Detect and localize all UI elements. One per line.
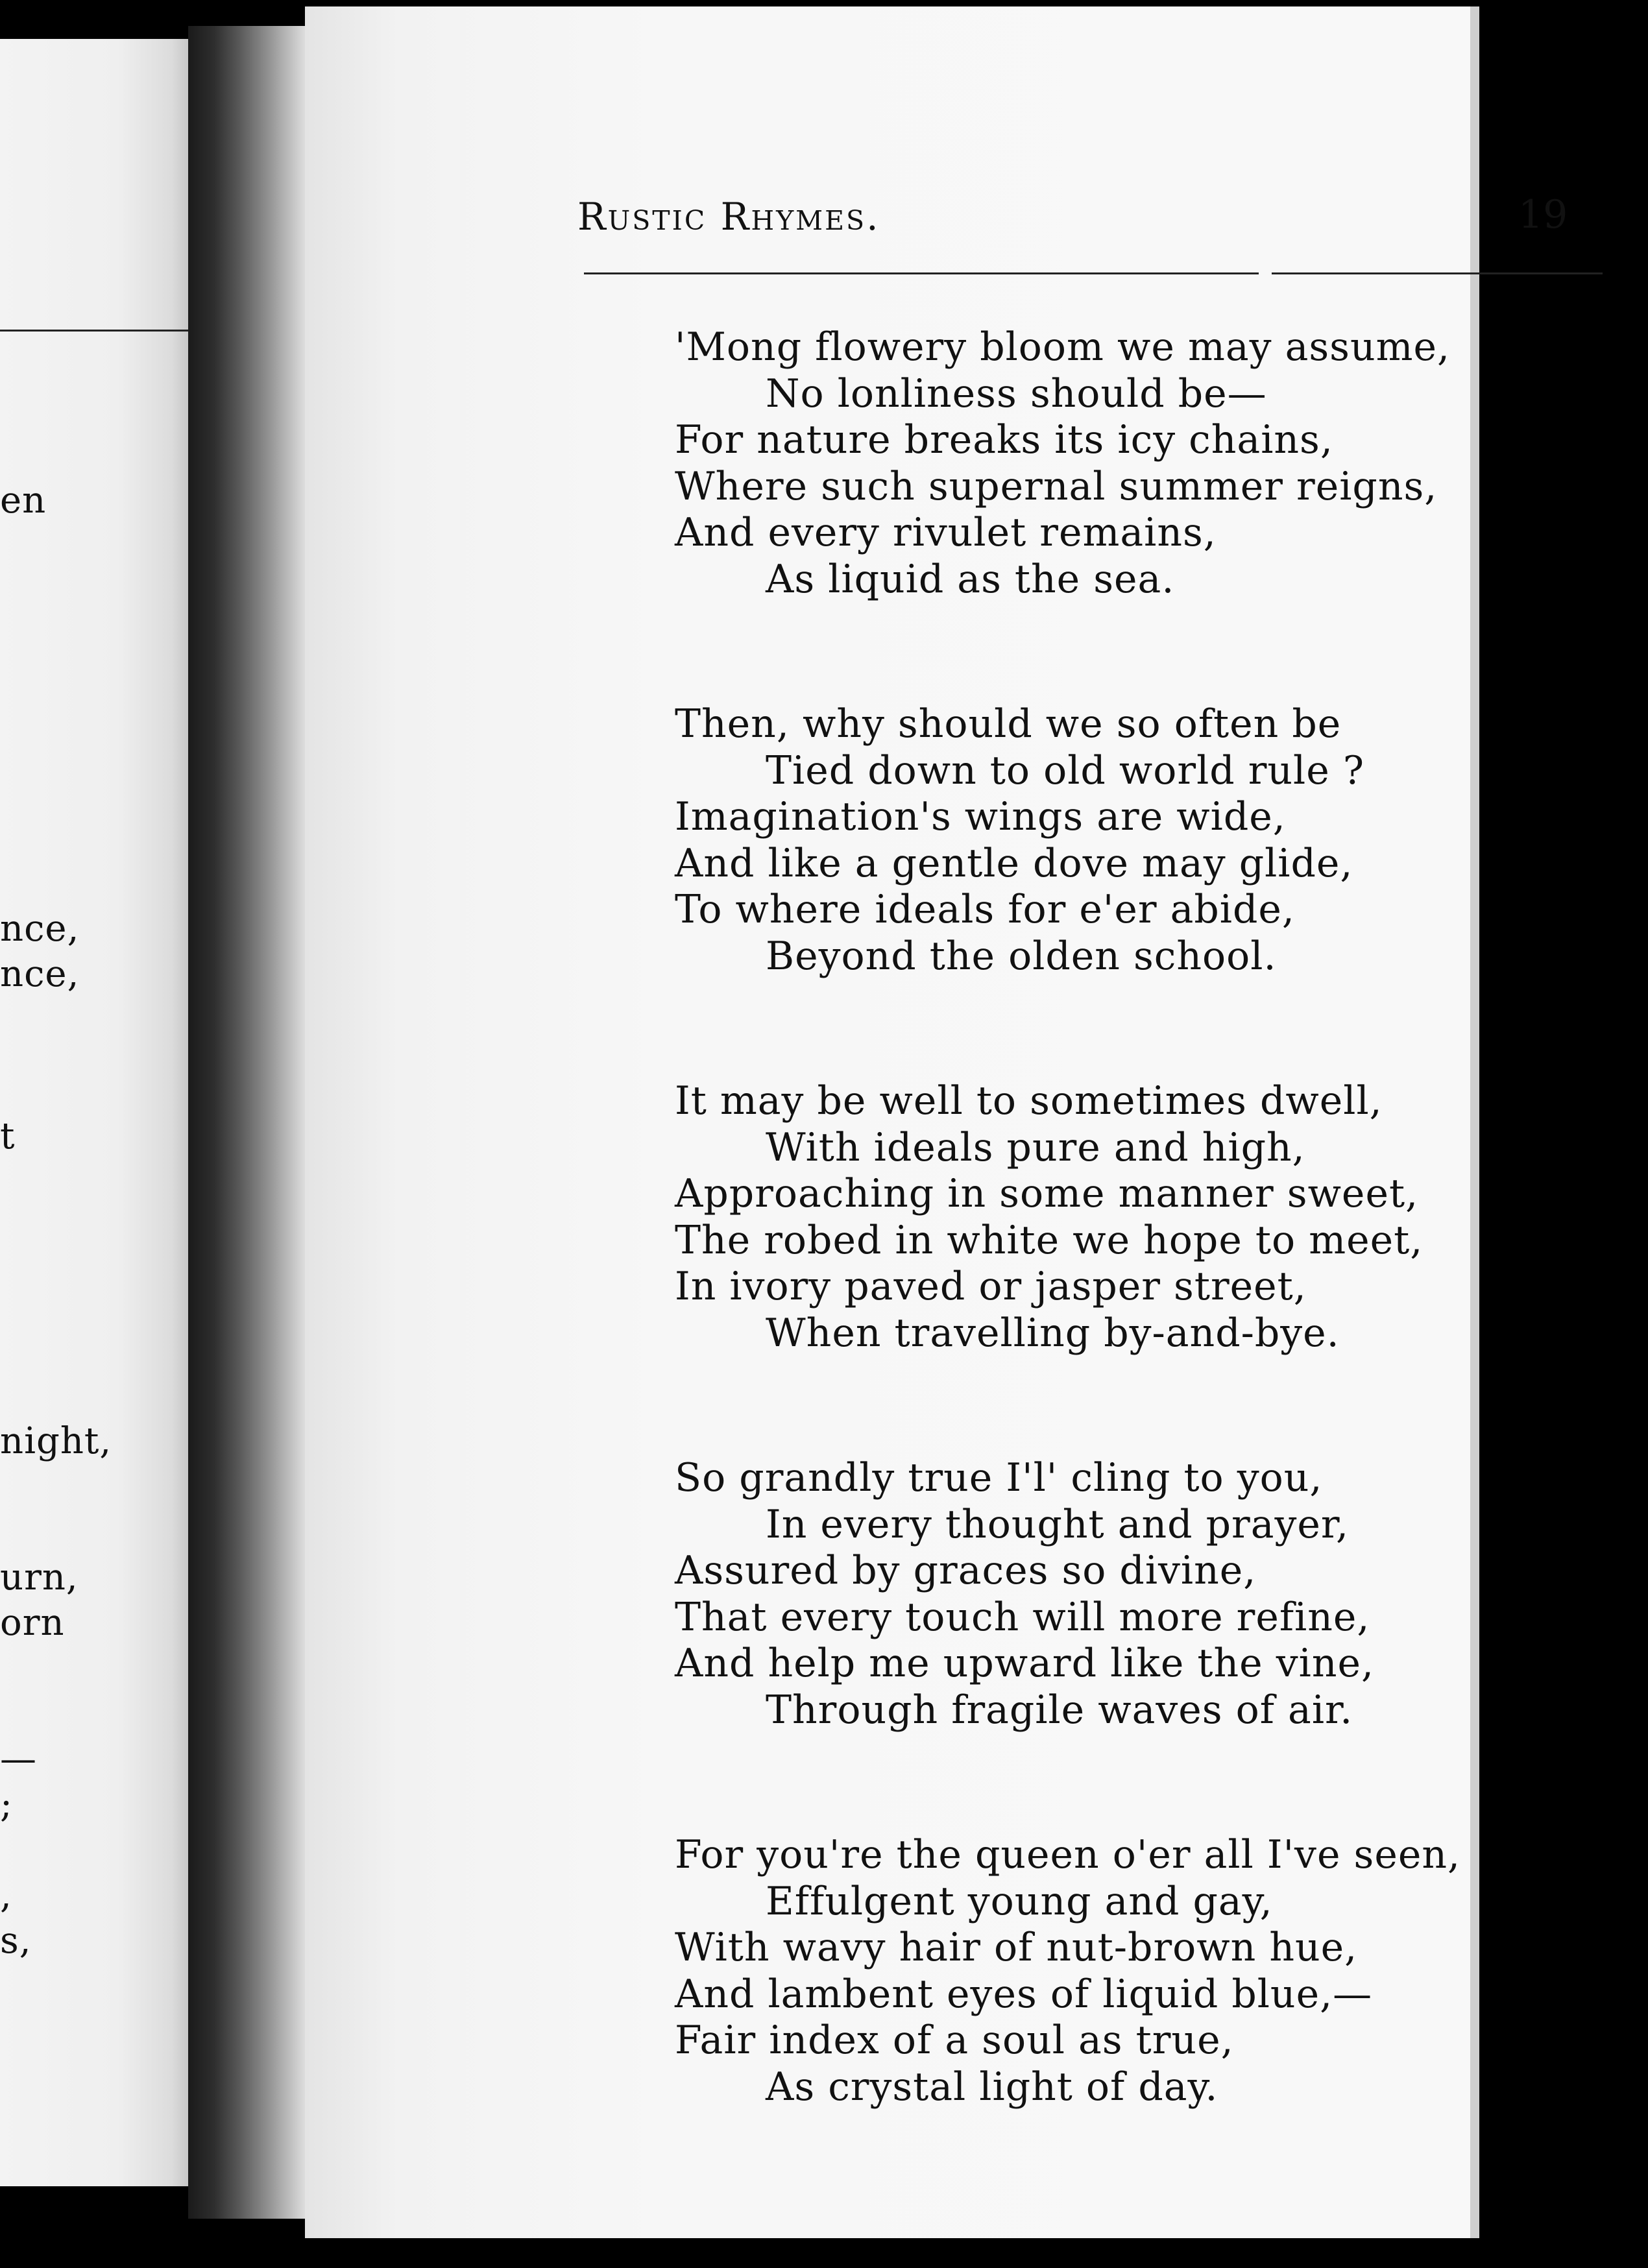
facing-page-fragment: night,: [0, 1420, 112, 1462]
verse-line: It may be well to sometimes dwell,: [675, 1078, 1383, 1124]
verse-line: And every rivulet remains,: [675, 510, 1217, 555]
facing-page-fragment: t: [0, 1115, 16, 1157]
verse-line: And lambent eyes of liquid blue,—: [675, 1971, 1373, 2017]
verse-line: For you're the queen o'er all I've seen,: [675, 1832, 1461, 1877]
stanza: [675, 1078, 1648, 1357]
header-rule: [584, 272, 1259, 274]
verse-line: Then, why should we so often be: [675, 701, 1342, 747]
verse-line: As crystal light of day.: [766, 2064, 1218, 2110]
verse-line: 'Mong flowery bloom we may assume,: [675, 324, 1451, 370]
stanza: [675, 701, 1648, 980]
facing-page-fragment: ;: [0, 1783, 13, 1826]
verse-line: Approaching in some manner sweet,: [675, 1171, 1419, 1216]
facing-page-fragment: nce,: [0, 908, 80, 950]
facing-page-fragment: ,: [0, 1874, 12, 1916]
facing-page-fragment: urn,: [0, 1556, 79, 1598]
facing-page: [0, 39, 214, 2186]
page-header: [577, 192, 1570, 247]
verse-line: Imagination's wings are wide,: [675, 794, 1286, 839]
verse-line: So grandly true I'l' cling to you,: [675, 1455, 1323, 1501]
verse-line: In ivory paved or jasper street,: [675, 1264, 1307, 1309]
verse-line: Assured by graces so divine,: [675, 1548, 1257, 1593]
stanza: [675, 1455, 1648, 1733]
verse-line: Tied down to old world rule ?: [766, 747, 1364, 793]
page-number: 19: [1518, 192, 1568, 237]
verse-line: To where ideals for e'er abide,: [675, 887, 1295, 932]
verse-line: Through fragile waves of air.: [766, 1687, 1353, 1733]
verse-line: In every thought and prayer,: [766, 1501, 1350, 1547]
verse-line: For nature breaks its icy chains,: [675, 417, 1333, 463]
verse-line: Beyond the olden school.: [766, 933, 1277, 979]
poem: [675, 324, 1648, 2209]
verse-line: Fair index of a soul as true,: [675, 2018, 1234, 2063]
facing-page-fragment: nce,: [0, 953, 80, 995]
verse-line: Effulgent young and gay,: [766, 1878, 1273, 1924]
facing-page-fragment: —: [0, 1738, 37, 1780]
facing-page-fragment: orn: [0, 1602, 65, 1644]
verse-line: That every touch will more refine,: [675, 1594, 1370, 1640]
verse-line: And help me upward like the vine,: [675, 1641, 1375, 1686]
header-rule: [1272, 272, 1603, 274]
verse-line: When travelling by-and-bye.: [766, 1310, 1340, 1356]
facing-page-fragment: s,: [0, 1920, 32, 1962]
facing-page-fragment: en: [0, 479, 47, 522]
verse-line: As liquid as the sea.: [766, 556, 1175, 602]
verse-line: With wavy hair of nut-brown hue,: [675, 1925, 1358, 1970]
running-title: Rustic Rhymes.: [577, 195, 880, 239]
verse-line: With ideals pure and high,: [766, 1124, 1305, 1170]
stanza: [675, 1832, 1648, 2110]
stanza: [675, 324, 1648, 603]
book-gutter-shadow: [188, 26, 318, 2219]
verse-line: Where such supernal summer reigns,: [675, 463, 1438, 509]
facing-page-rule: [0, 330, 188, 332]
verse-line: The robed in white we hope to meet,: [675, 1217, 1424, 1263]
verse-line: No lonliness should be—: [766, 370, 1267, 416]
book-page: [305, 6, 1568, 2238]
verse-line: And like a gentle dove may glide,: [675, 840, 1353, 886]
